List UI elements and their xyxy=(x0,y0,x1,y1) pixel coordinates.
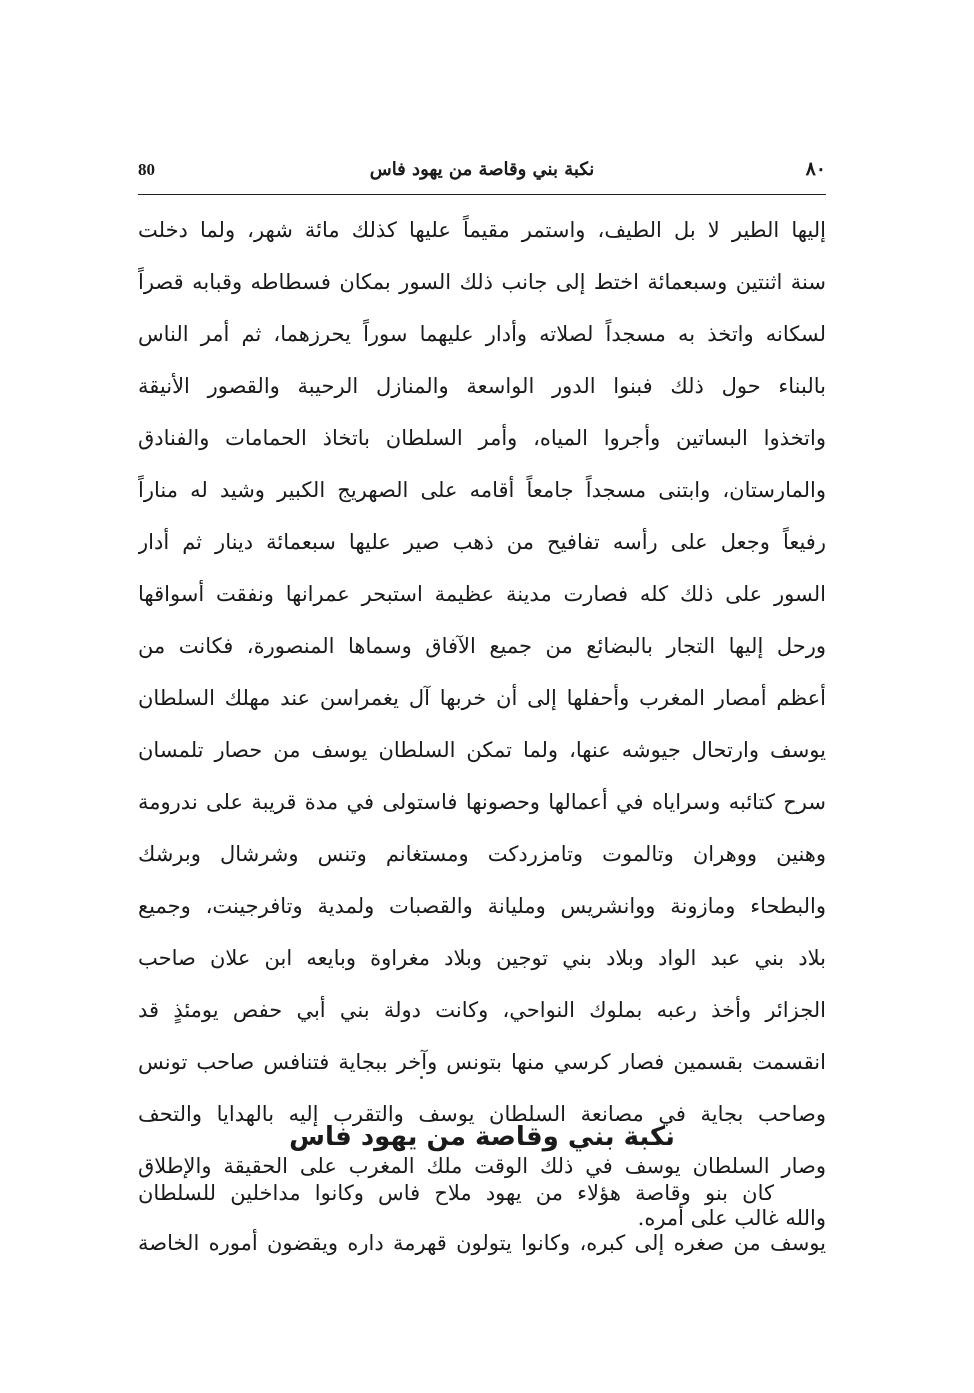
body-line: لسكانه واتخذ به مسجداً لصلاته وأدار عليهما سوراً يحرزهما، ثم أمر الناس xyxy=(138,322,826,346)
running-title: نكبة بني وقاصة من يهود فاس xyxy=(369,159,595,180)
body-line: يوسف وارتحال جيوشه عنها، ولما تمكن السلطان يوسف من حصار تلمسان xyxy=(138,738,826,762)
body-line-final: والله غالب على أمره. xyxy=(637,1206,826,1230)
body-line: بالبناء حول ذلك فبنوا الدور الواسعة والمنازل الرحيبة والقصور الأنيقة xyxy=(138,374,826,398)
section-body xyxy=(138,1168,826,1268)
section-line: كان بنو وقاصة هؤلاء من يهود ملاح فاس وكانوا مداخلين للسلطان xyxy=(138,1181,774,1205)
body-line: أعظم أمصار المغرب وأحفلها إلى أن خربها آل يغمراسن عند مهلك السلطان xyxy=(138,686,826,710)
body-line: سنة اثنتين وسبعمائة اختط إلى جانب ذلك السور بمكان فسطاطه وقبابه قصراً xyxy=(138,270,826,294)
page-number-arabic: ٨٠ xyxy=(805,158,826,180)
body-line: وهنين ووهران وتالموت وتامزردكت ومستغانم وتنس وشرشال وبرشك xyxy=(138,842,826,866)
body-line: وصاحب بجاية في مصانعة السلطان يوسف والتقرب إليه بالهدايا والتحف xyxy=(138,1102,826,1126)
body-line: ورحل إليها التجار بالبضائع من جميع الآفاق وسماها المنصورة، فكانت من xyxy=(138,634,826,658)
body-line: واتخذوا البساتين وأجروا المياه، وأمر السلطان باتخاذ الحمامات والفنادق xyxy=(138,426,826,450)
body-text xyxy=(138,204,826,1244)
page-number-latin: 80 xyxy=(138,160,155,179)
body-line: السور على ذلك كله فصارت مدينة عظيمة استبحر عمرانها ونفقت أسواقها xyxy=(138,582,826,606)
body-line: بلاد بني عبد الواد وبلاد بني توجين وبلاد مغراوة وبايعه ابن علان صاحب xyxy=(138,946,826,970)
body-line: إليها الطير لا بل الطيف، واستمر مقيماً عليها كذلك مائة شهر، ولما دخلت xyxy=(138,218,826,242)
body-line: وصار السلطان يوسف في ذلك الوقت ملك المغرب على الحقيقة والإطلاق xyxy=(138,1154,826,1178)
body-line: الجزائر وأخذ رعبه بملوك النواحي، وكانت دولة بني أبي حفص يومئذٍ قد xyxy=(138,998,826,1022)
stray-mark-dot xyxy=(420,1076,423,1079)
header-divider xyxy=(138,194,826,195)
section-heading: نكبة بني وقاصة من يهود فاس xyxy=(289,1122,675,1152)
running-header xyxy=(138,150,826,190)
body-line: والمارستان، وابتنى مسجداً جامعاً أقامه على الصهريج الكبير وشيد له مناراً xyxy=(138,478,826,502)
body-line: انقسمت بقسمين فصار كرسي منها بتونس وآخر ببجاية فتنافس صاحب تونس xyxy=(138,1050,826,1074)
body-line: سرح كتائبه وسراياه في أعمالها وحصونها فاستولى في مدة قريبة على ندرومة xyxy=(138,790,826,814)
body-line: رفيعاً وجعل على رأسه تفافيح من ذهب صير عليها سبعمائة دينار ثم أدار xyxy=(138,530,826,554)
body-line: والبطحاء ومازونة ووانشريس ومليانة والقصبات ولمدية وتافرجينت، وجميع xyxy=(138,894,826,918)
section-line: يوسف من صغره إلى كبره، وكانوا يتولون قهرمة داره ويقضون أموره الخاصة xyxy=(138,1231,826,1255)
